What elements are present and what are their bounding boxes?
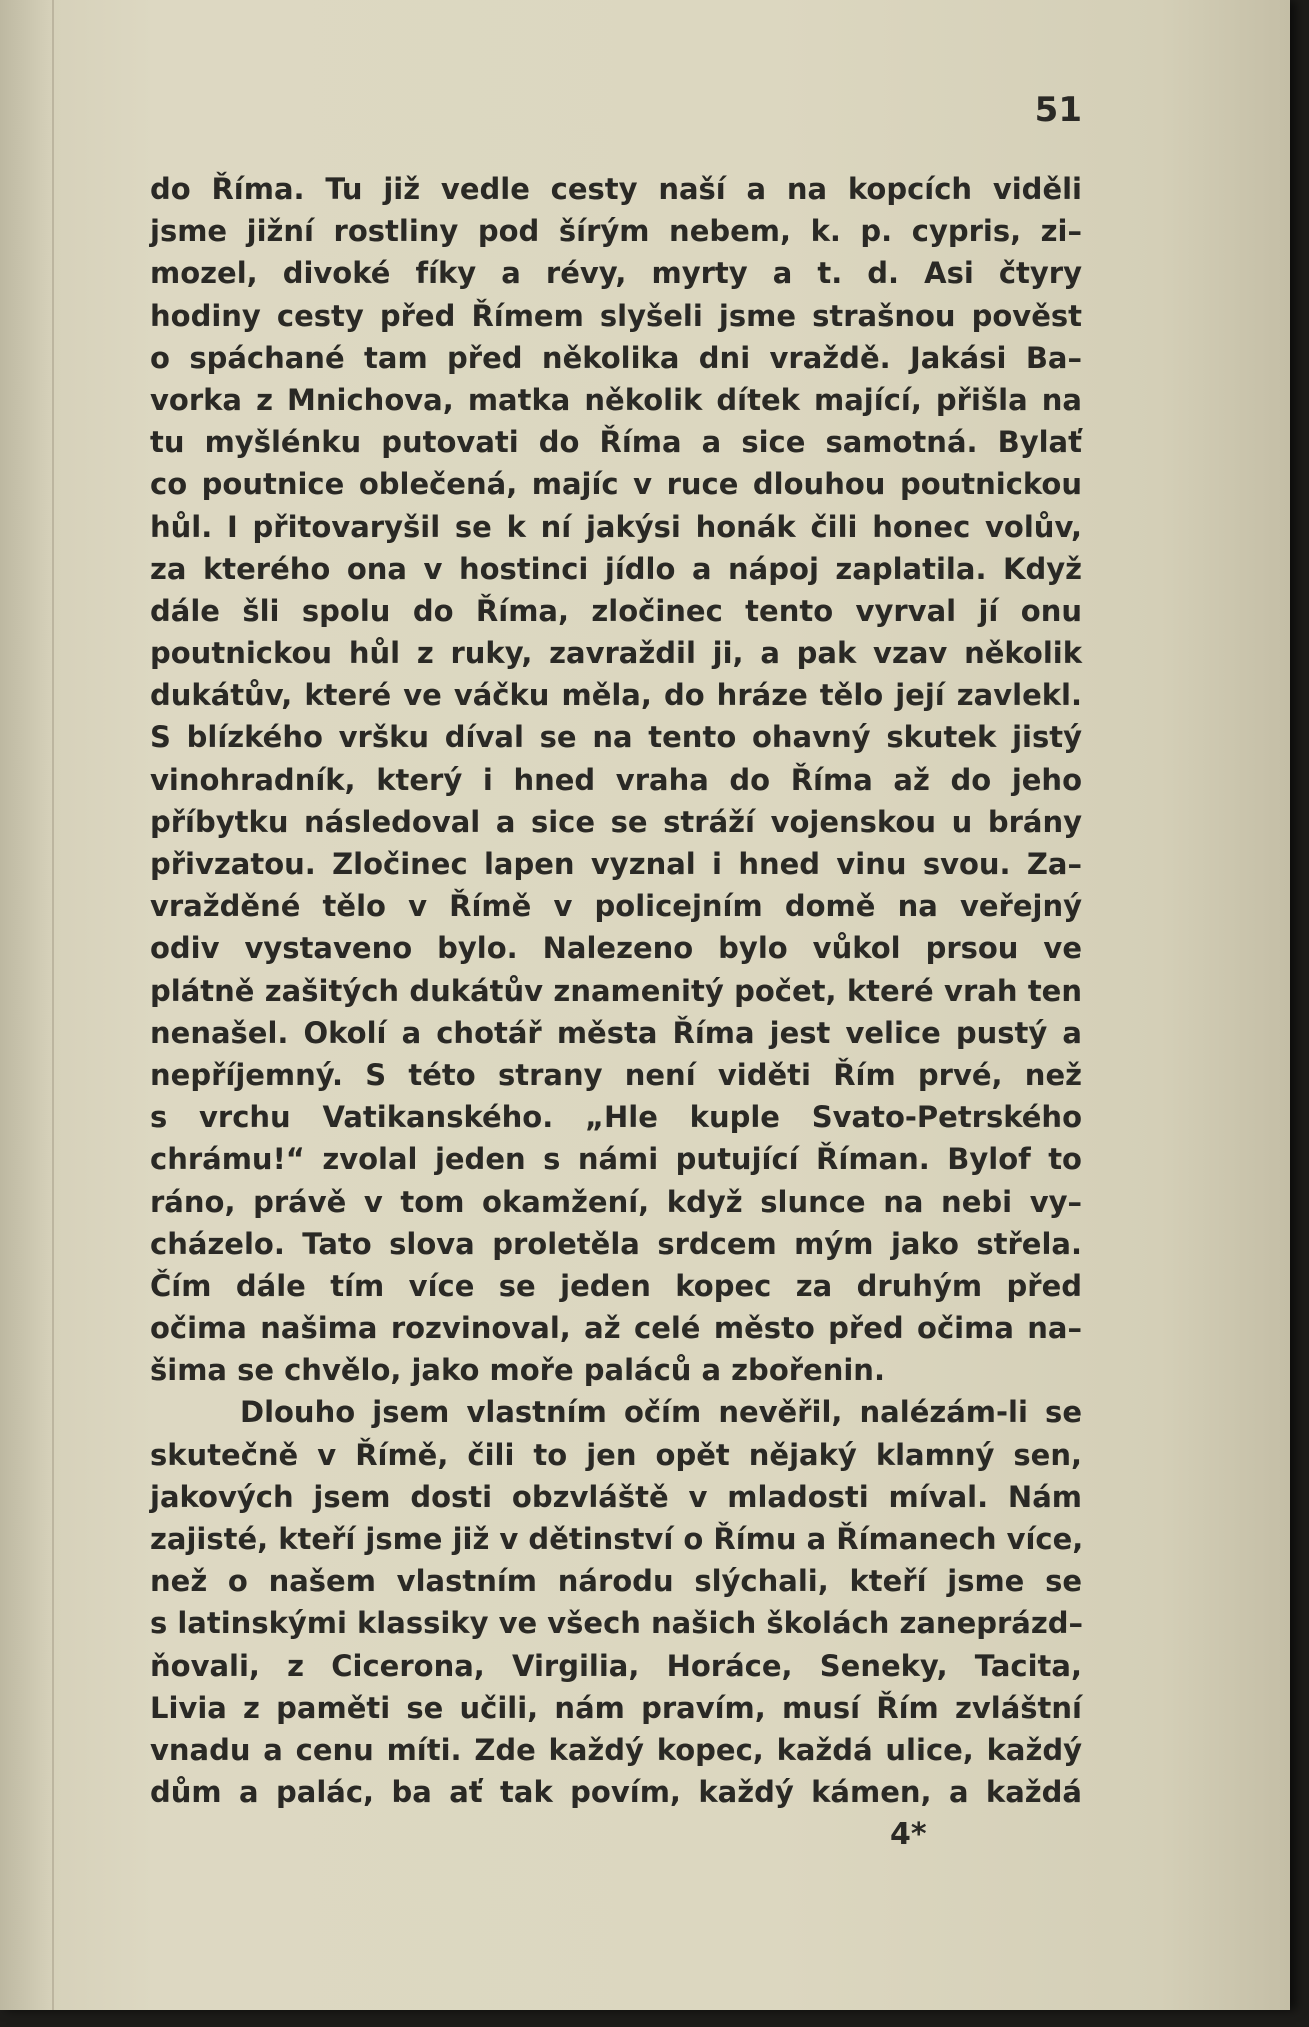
text-line: nepříjemný. S této strany není viděti Řím prvé, než bbox=[150, 1057, 1082, 1092]
body-text bbox=[150, 168, 1082, 1813]
text-line: hodiny cesty před Římem slyšeli jsme strašnou pověst bbox=[150, 298, 1082, 333]
text-line: příbytku následoval a sice se stráží vojenskou u brány bbox=[150, 804, 1082, 839]
text-line: přivzatou. Zločinec lapen vyznal i hned vinu svou. Za– bbox=[150, 847, 1082, 881]
text-line: než o našem vlastním národu slýchali, kteří jsme se bbox=[150, 1564, 1082, 1599]
text-line: poutnickou hůl z ruky, zavraždil ji, a pak vzav několik bbox=[150, 636, 1082, 671]
text-line: skutečně v Římě, čili to jen opět nějaký klamný sen, bbox=[150, 1437, 1082, 1472]
text-line: Dlouho jsem vlastním očím nevěřil, nalézám-li se bbox=[240, 1395, 1082, 1430]
text-line: Čím dále tím více se jeden kopec za druhým před bbox=[150, 1268, 1082, 1303]
text-line: plátně zašitých dukátův znamenitý počet, které vrah ten bbox=[150, 973, 1082, 1008]
text-line: šima se chvělo, jako moře paláců a zbořenin. bbox=[150, 1353, 885, 1388]
text-line: do Říma. Tu již vedle cesty naší a na kopcích viděli bbox=[150, 172, 1082, 206]
text-line: jakových jsem dosti obzvláště v mladosti míval. Nám bbox=[150, 1479, 1082, 1514]
text-line: vnadu a cenu míti. Zde každý kopec, každá ulice, každý bbox=[150, 1732, 1082, 1767]
text-line: vražděné tělo v Římě v policejním domě na veřejný bbox=[150, 889, 1082, 924]
text-line: vinohradník, který i hned vraha do Říma až do jeho bbox=[150, 762, 1082, 797]
text-line: cházelo. Tato slova proletěla srdcem mým jako střela. bbox=[150, 1226, 1082, 1261]
text-line: zajisté, kteří jsme již v dětinství o Římu a Římanech více, bbox=[150, 1522, 1084, 1556]
text-line: dům a palác, ba ať tak povím, každý kámen, a každá bbox=[150, 1775, 1082, 1810]
text-line: odiv vystaveno bylo. Nalezeno bylo vůkol prsou ve bbox=[150, 931, 1082, 966]
text-line: S blízkého vršku díval se na tento ohavný skutek jistý bbox=[150, 720, 1082, 755]
text-line: jsme jižní rostliny pod šírým nebem, k. p. cypris, zi– bbox=[150, 214, 1082, 249]
text-line: o spáchané tam před několika dni vraždě. Jakási Ba– bbox=[150, 340, 1082, 375]
text-line: co poutnice oblečená, majíc v ruce dlouhou poutnickou bbox=[150, 467, 1082, 502]
text-line: chrámu!“ zvolal jeden s námi putující Říman. Bylof to bbox=[150, 1142, 1082, 1177]
text-line: vorka z Mnichova, matka několik dítek mající, přišla na bbox=[150, 382, 1082, 417]
text-line: nenašel. Okolí a chotář města Říma jest velice pustý a bbox=[150, 1015, 1082, 1050]
text-line: s latinskými klassiky ve všech našich školách zaneprázd– bbox=[150, 1606, 1084, 1641]
text-line: ráno, právě v tom okamžení, když slunce na nebi vy– bbox=[150, 1184, 1082, 1219]
page-number: 51 bbox=[1034, 90, 1082, 130]
text-line: hůl. I přitovaryšil se k ní jakýsi honák čili honec volův, bbox=[150, 509, 1082, 544]
text-line: mozel, divoké fíky a révy, myrty a t. d. Asi čtyry bbox=[150, 256, 1082, 291]
text-line: očima našima rozvinoval, až celé město před očima na– bbox=[150, 1311, 1082, 1346]
text-line: za kterého ona v hostinci jídlo a nápoj zaplatila. Když bbox=[150, 551, 1082, 586]
text-line: Livia z paměti se učili, nám pravím, musí Řím zvláštní bbox=[150, 1690, 1082, 1725]
text-line: tu myšlénku putovati do Říma a sice samotná. Bylať bbox=[150, 425, 1082, 460]
text-line: dále šli spolu do Říma, zločinec tento vyrval jí onu bbox=[150, 593, 1082, 628]
text-line: dukátův, které ve váčku měla, do hráze tělo její zavlekl. bbox=[150, 678, 1082, 713]
text-line: ňovali, z Cicerona, Virgilia, Horáce, Seneky, Tacita, bbox=[150, 1648, 1082, 1683]
text-line: s vrchu Vatikanského. „Hle kuple Svato-Petrského bbox=[150, 1100, 1082, 1135]
signature-mark: 4* bbox=[890, 1817, 927, 1852]
